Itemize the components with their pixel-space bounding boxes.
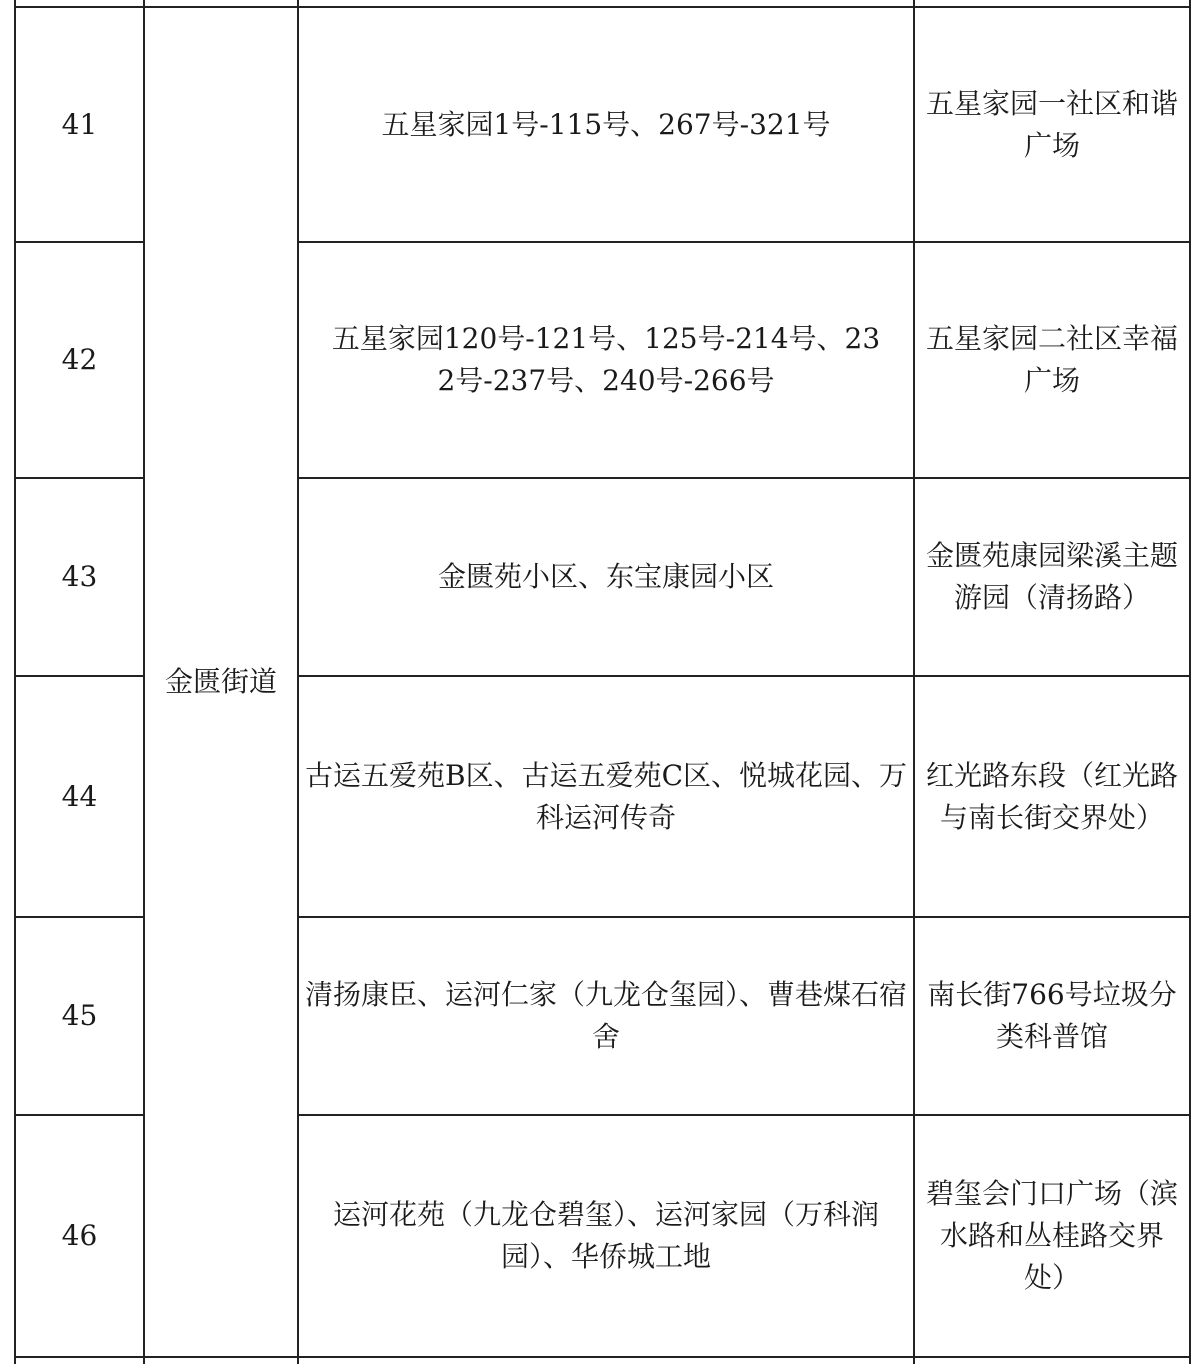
row-number: 46 — [15, 1115, 144, 1357]
area-cell: 运河花苑（九龙仓碧玺）、运河家园（万科润园）、华侨城工地 — [298, 1115, 914, 1357]
table-cell — [15, 1357, 144, 1364]
area-cell: 古运五爱苑B区、古运五爱苑C区、悦城花园、万科运河传奇 — [298, 676, 914, 917]
location-cell: 南长街766号垃圾分类科普馆 — [914, 917, 1190, 1115]
row-number: 43 — [15, 478, 144, 676]
table-cell — [914, 1357, 1190, 1364]
street-name: 金匮街道 — [144, 7, 298, 1357]
table-cell — [144, 1357, 298, 1364]
location-cell: 金匮苑康园梁溪主题游园（清扬路） — [914, 478, 1190, 676]
area-cell: 清扬康臣、运河仁家（九龙仓玺园）、曹巷煤石宿舍 — [298, 917, 914, 1115]
table-cell — [144, 0, 298, 7]
row-number: 44 — [15, 676, 144, 917]
location-cell: 红光路东段（红光路与南长街交界处） — [914, 676, 1190, 917]
area-cell: 五星家园1号-115号、267号-321号 — [298, 7, 914, 242]
table-cell — [298, 1357, 914, 1364]
location-cell: 五星家园二社区幸福广场 — [914, 242, 1190, 478]
table-cell — [298, 0, 914, 7]
table-row-bottom-cut — [15, 1357, 1190, 1364]
table-row-top-cut — [15, 0, 1190, 7]
collection-point-table — [14, 0, 1191, 1364]
row-number: 45 — [15, 917, 144, 1115]
table-cell — [914, 0, 1190, 7]
table-row — [15, 7, 1190, 242]
area-cell: 金匮苑小区、东宝康园小区 — [298, 478, 914, 676]
table-cell — [15, 0, 144, 7]
row-number: 42 — [15, 242, 144, 478]
area-cell: 五星家园120号-121号、125号-214号、232号-237号、240号-266号 — [298, 242, 914, 478]
location-cell: 碧玺会门口广场（滨水路和丛桂路交界处） — [914, 1115, 1190, 1357]
row-number: 41 — [15, 7, 144, 242]
location-cell: 五星家园一社区和谐广场 — [914, 7, 1190, 242]
